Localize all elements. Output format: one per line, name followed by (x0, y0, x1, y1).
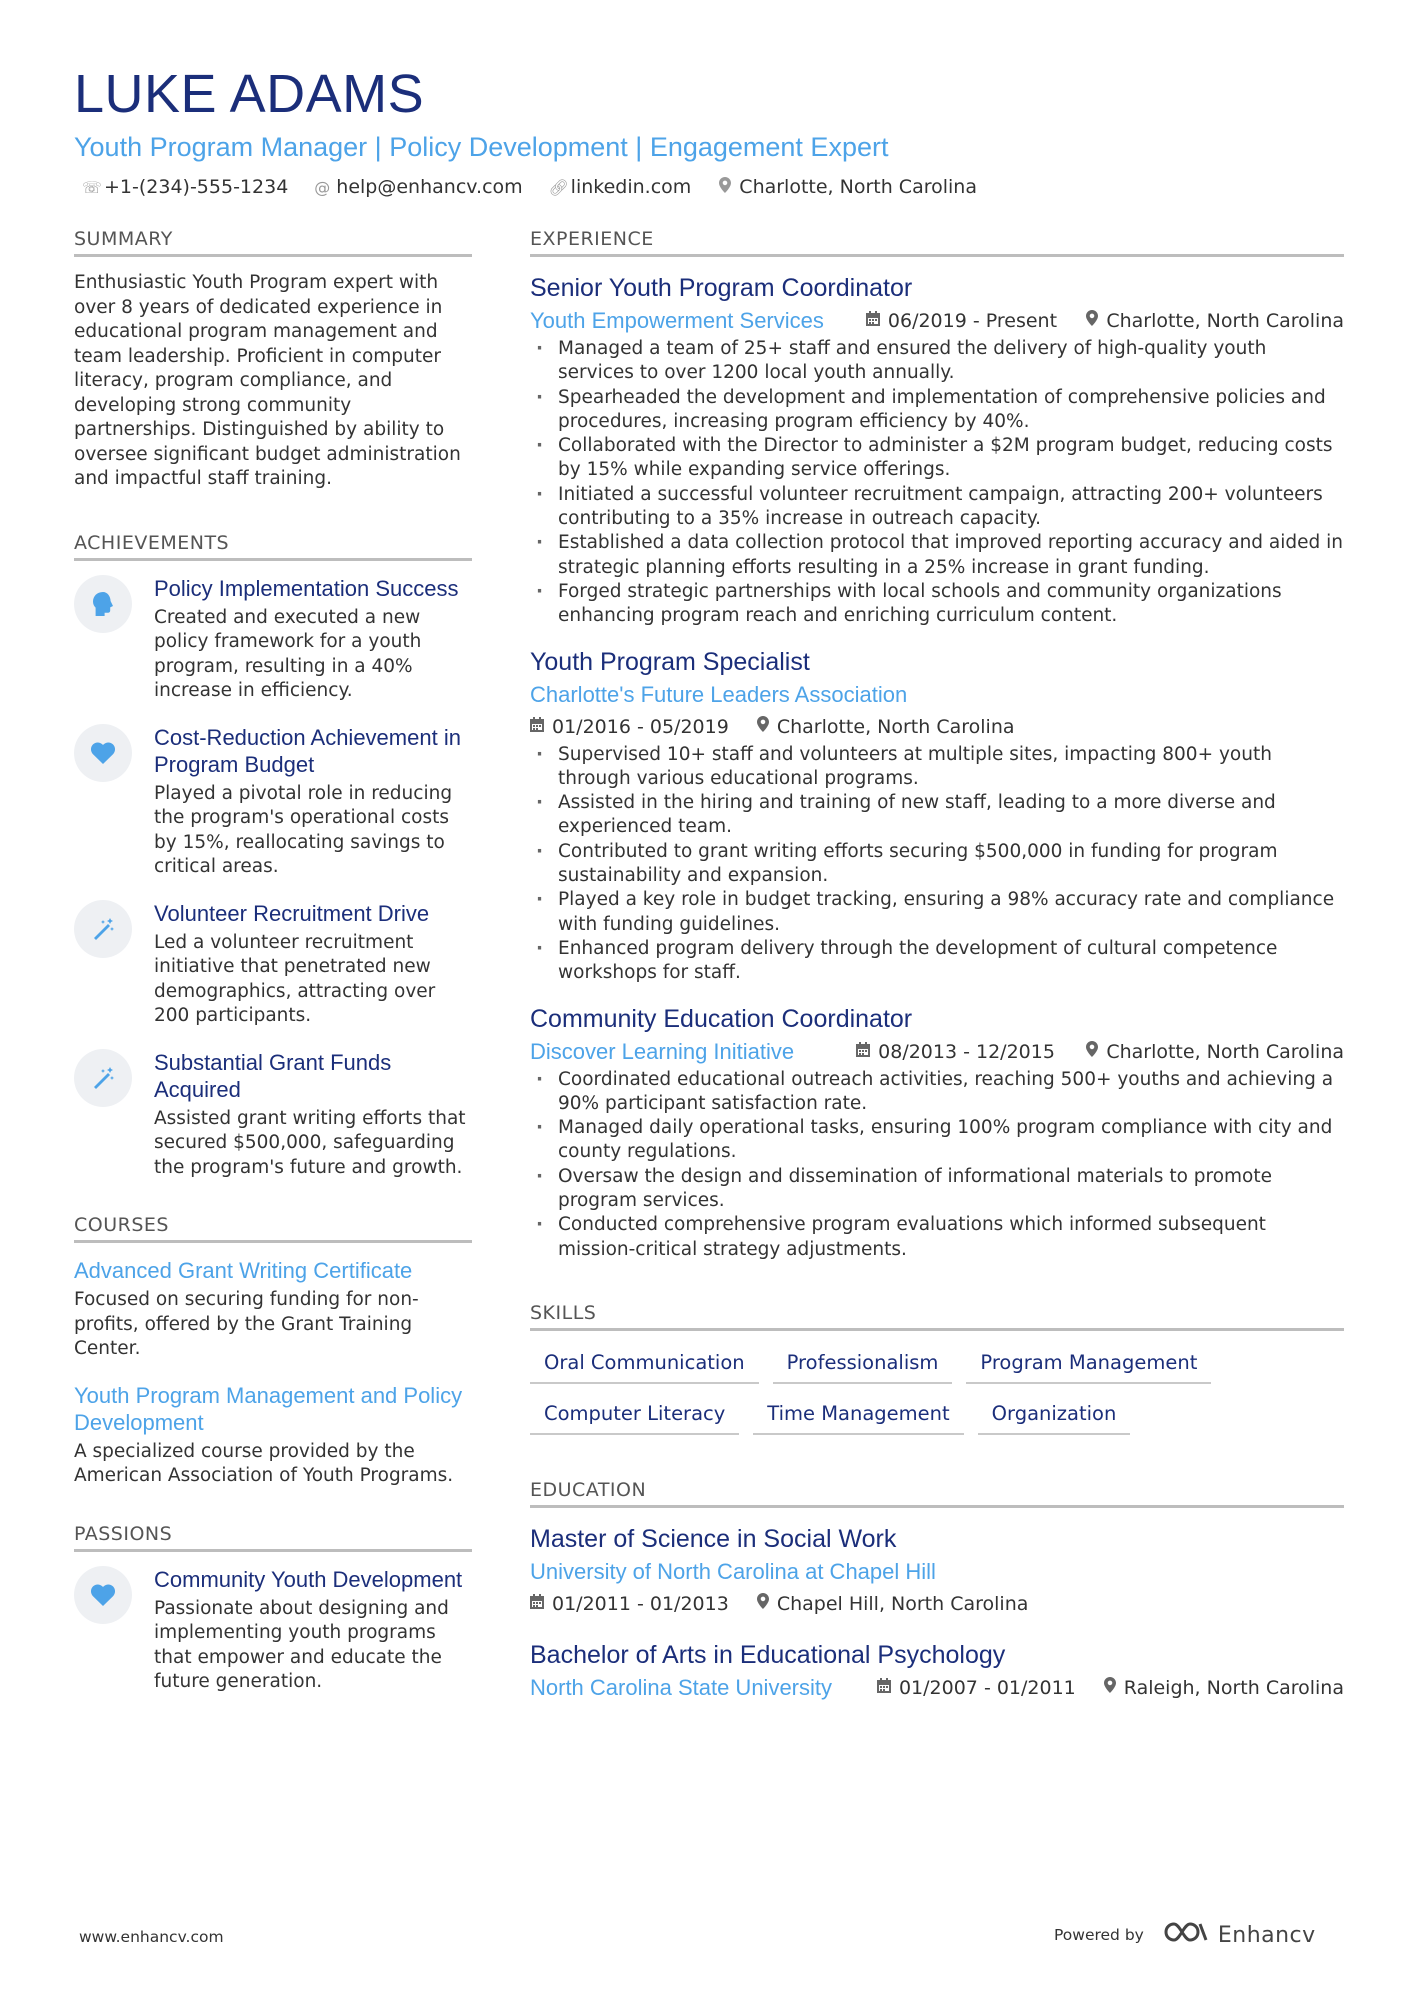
location-pin-icon (1086, 1036, 1098, 1068)
calendar-icon (530, 711, 544, 743)
job-dates (866, 305, 1057, 337)
job-meta (530, 305, 1344, 337)
achievement-description: Assisted grant writing efforts that secured $500,000, safeguarding the program's future and growth. (154, 1107, 466, 1178)
bullet-item: · Forged strategic partnerships with local schools and community organizations enhancing program reach and enriching curriculum content. (530, 580, 1344, 629)
achievement-description: Played a pivotal role in reducing the program's operational costs by 15%, reallocating savings to critical areas. (154, 782, 453, 877)
heart-icon (74, 724, 132, 782)
powered-by-label: Powered by (1054, 1926, 1144, 1944)
course-title: Advanced Grant Writing Certificate (74, 1258, 413, 1283)
contact-linkedin[interactable] (549, 176, 692, 198)
candidate-name: LUKE ADAMS (74, 64, 425, 124)
summary-text: Enthusiastic Youth Program expert with over 8 years of dedicated experience in educational program management and team leadership. Proficient in computer literacy, program compliance, and developing strong community partnerships. Distinguished by ability to oversee significant budget administration and impactful staff training. (74, 272, 461, 489)
job-dates-text: 08/2013 - 12/2015 (878, 1040, 1055, 1063)
achievement-item (74, 575, 472, 704)
heart-icon (74, 1566, 132, 1624)
skills-list (530, 1345, 1250, 1435)
passions-heading: PASSIONS (74, 1523, 472, 1552)
job-location-text: Charlotte, North Carolina (1106, 310, 1344, 332)
achievement-title: Cost-Reduction Achievement in Program Budget (154, 724, 461, 777)
education-location (1104, 1672, 1344, 1704)
bullet-item: · Spearheaded the development and implementation of comprehensive policies and procedures, increasing program efficiency by 40%. (530, 386, 1344, 435)
courses-section (74, 1214, 472, 1489)
skill-tag: Oral Communication (530, 1345, 759, 1384)
job-location (1086, 305, 1344, 337)
job-location (757, 711, 1015, 743)
job-dates (530, 711, 729, 743)
summary-section (74, 228, 472, 492)
job-meta (530, 1036, 1344, 1068)
job-title: Youth Program Specialist (530, 647, 810, 676)
bullet-item: · Collaborated with the Director to administer a $2M program budget, reducing costs by 15% while expanding service offerings. (530, 434, 1344, 483)
achievement-title: Policy Implementation Success (154, 575, 459, 601)
bullet-item: · Supervised 10+ staff and volunteers at multiple sites, impacting 800+ youth through various educational programs. (530, 743, 1344, 792)
passion-description: Passionate about designing and implementing youth programs that empower and educate the future generation. (154, 1597, 449, 1692)
education-dates (877, 1672, 1076, 1704)
location-pin-icon (757, 1588, 769, 1620)
education-meta (530, 1672, 1344, 1704)
education-section (530, 1479, 1344, 1704)
achievement-item (74, 1049, 472, 1181)
courses-heading: COURSES (74, 1214, 472, 1243)
education-location (757, 1588, 1029, 1620)
summary-heading: SUMMARY (74, 228, 472, 257)
bullet-item: · Established a data collection protocol that improved reporting accuracy and aided in strategic planning efforts resulting in a 25% increase in grant funding. (530, 531, 1344, 580)
location-text: Charlotte, North Carolina (739, 176, 977, 198)
company-name: Youth Empowerment Services (530, 308, 824, 333)
passion-title: Community Youth Development (154, 1566, 463, 1592)
calendar-icon (866, 305, 880, 337)
job-location-text: Charlotte, North Carolina (1106, 1040, 1344, 1063)
left-column (74, 228, 472, 1715)
degree-title: Master of Science in Social Work (530, 1524, 897, 1553)
job-title: Senior Youth Program Coordinator (530, 274, 913, 302)
company-name: Discover Learning Initiative (530, 1038, 795, 1064)
job-dates (856, 1036, 1055, 1068)
bullet-item: · Managed daily operational tasks, ensuring 100% program compliance with city and county regulations. (530, 1116, 1344, 1165)
calendar-icon (877, 1672, 891, 1704)
bullet-item: · Coordinated educational outreach activities, reaching 500+ youths and achieving a 90% participant satisfaction rate. (530, 1068, 1344, 1117)
job-bullets (530, 743, 1344, 986)
footer-branding (1054, 1920, 1316, 1950)
skill-tag: Program Management (966, 1345, 1211, 1384)
magic-wand-icon (74, 1049, 132, 1107)
skill-tag: Professionalism (773, 1345, 953, 1384)
magic-wand-icon (74, 900, 132, 958)
bullet-item: · Assisted in the hiring and training of new staff, leading to a more diverse and experienced team. (530, 791, 1344, 840)
achievement-item (74, 900, 472, 1029)
passion-item (74, 1566, 472, 1695)
achievement-description: Led a volunteer recruitment initiative that penetrated new demographics, attracting over 200 participants. (154, 931, 436, 1026)
contact-phone[interactable] (82, 176, 288, 198)
bullet-item: · Conducted comprehensive program evaluations which informed subsequent mission-critical strategy adjustments. (530, 1213, 1344, 1262)
education-dates-text: 01/2007 - 01/2011 (898, 1676, 1076, 1699)
job-location (1086, 1036, 1344, 1068)
education-entry (530, 1638, 1344, 1704)
job-meta (530, 711, 1344, 743)
course-description: A specialized course provided by the American Association of Youth Programs. (74, 1440, 454, 1486)
location-pin-icon (1104, 1672, 1116, 1704)
job-dates-text: 01/2016 - 05/2019 (552, 715, 729, 738)
bullet-item: · Contributed to grant writing efforts securing $500,000 in funding for program sustainability and expansion. (530, 840, 1344, 889)
education-dates-text: 01/2011 - 01/2013 (552, 1592, 729, 1615)
linkedin-text: linkedin.com (570, 176, 692, 198)
bullet-item: · Managed a team of 25+ staff and ensured the delivery of high-quality youth services to over 1200 local youth annually. (530, 337, 1344, 386)
job-bullets (530, 1068, 1344, 1262)
achievement-title: Substantial Grant Funds Acquired (154, 1049, 392, 1102)
brand-name: Enhancv (1217, 1922, 1316, 1948)
experience-heading: EXPERIENCE (530, 228, 1344, 257)
degree-title: Bachelor of Arts in Educational Psychology (530, 1640, 1006, 1669)
achievement-item (74, 724, 472, 880)
resume-header (74, 60, 1344, 198)
achievement-description: Created and executed a new policy framework for a youth program, resulting in a 40% increase in efficiency. (154, 606, 422, 701)
brand-logo[interactable] (1162, 1920, 1316, 1950)
link-icon: 🔗︎ (548, 177, 569, 197)
head-icon (74, 575, 132, 633)
calendar-icon (856, 1036, 870, 1068)
location-pin-icon (717, 177, 733, 197)
experience-section (530, 228, 1344, 1262)
candidate-headline: Youth Program Manager | Policy Development | Engagement Expert (74, 132, 889, 162)
skill-tag: Organization (978, 1396, 1131, 1435)
course-title: Youth Program Management and Policy Development (74, 1382, 463, 1435)
location-pin-icon (757, 711, 769, 743)
achievements-section (74, 532, 472, 1181)
school-name: University of North Carolina at Chapel Hill (530, 1558, 936, 1584)
skill-tag: Computer Literacy (530, 1396, 739, 1435)
education-heading: EDUCATION (530, 1479, 1344, 1508)
education-dates (530, 1588, 729, 1620)
contact-location (717, 176, 977, 198)
skills-heading: SKILLS (530, 1302, 1344, 1331)
achievement-title: Volunteer Recruitment Drive (154, 900, 430, 926)
course-description: Focused on securing funding for non-profits, offered by the Grant Training Center. (74, 1289, 419, 1359)
education-location-text: Chapel Hill, North Carolina (776, 1592, 1029, 1615)
contact-email[interactable] (314, 176, 522, 198)
skills-section (530, 1302, 1344, 1435)
passions-section (74, 1523, 472, 1695)
skill-tag: Time Management (753, 1396, 963, 1435)
achievements-heading: ACHIEVEMENTS (74, 532, 472, 561)
bullet-item: · Enhanced program delivery through the development of cultural competence workshops for staff. (530, 937, 1344, 986)
education-meta (530, 1588, 1344, 1620)
contact-row (74, 176, 1344, 198)
company-name: Charlotte's Future Leaders Association (530, 681, 908, 707)
bullet-item: · Oversaw the design and dissemination of informational materials to promote program services. (530, 1165, 1344, 1214)
right-column (530, 228, 1344, 1722)
school-row (530, 1556, 1344, 1588)
school-name: North Carolina State University (530, 1674, 833, 1700)
job-location-text: Charlotte, North Carolina (776, 715, 1015, 738)
phone-text: +1-(234)-555-1234 (104, 176, 289, 198)
bullet-item: · Initiated a successful volunteer recruitment campaign, attracting 200+ volunteers contributing to a 35% increase in outreach capacity. (530, 483, 1344, 532)
footer-website[interactable]: www.enhancv.com (79, 1928, 224, 1946)
education-entry (530, 1522, 1344, 1620)
job-dates-text: 06/2019 - Present (887, 310, 1058, 332)
job-entry (530, 271, 1344, 629)
phone-icon: ☏ (82, 177, 103, 197)
bullet-item: · Played a key role in budget tracking, ensuring a 98% accuracy rate and compliance with funding guidelines. (530, 888, 1344, 937)
email-text: help@enhancv.com (336, 176, 523, 198)
enhancv-logo-icon (1162, 1920, 1210, 1950)
at-icon: @ (314, 177, 331, 197)
job-company-row (530, 679, 1344, 711)
job-entry (530, 645, 1344, 986)
job-entry (530, 1002, 1344, 1262)
education-location-text: Raleigh, North Carolina (1123, 1676, 1344, 1699)
job-title: Community Education Coordinator (530, 1004, 913, 1033)
job-bullets (530, 337, 1344, 629)
location-pin-icon (1086, 305, 1098, 337)
calendar-icon (530, 1588, 544, 1620)
